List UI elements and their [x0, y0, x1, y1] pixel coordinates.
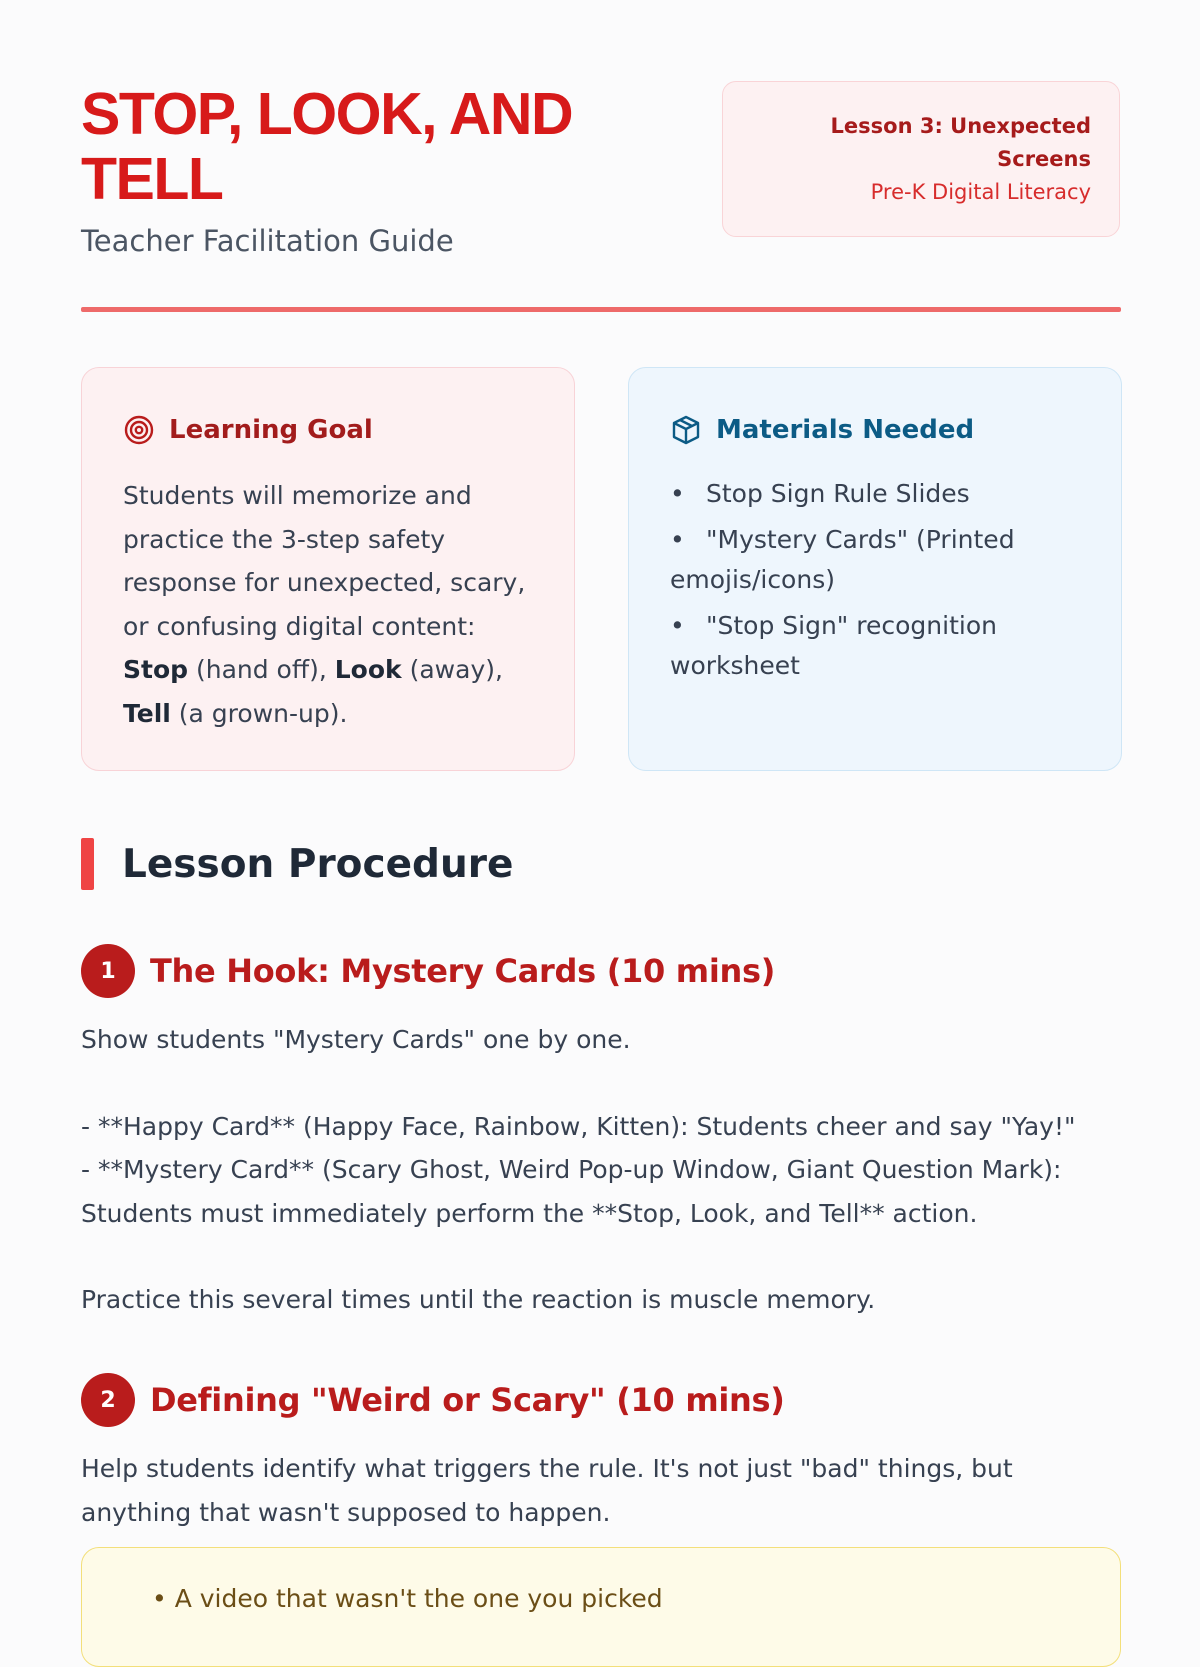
- header-divider: [81, 307, 1121, 312]
- page-subtitle: Teacher Facilitation Guide: [81, 224, 454, 258]
- package-icon: [670, 414, 702, 446]
- callout-text: • A video that wasn't the one you picked: [152, 1584, 663, 1613]
- lesson-title: Lesson 3: Unexpected Screens: [830, 114, 1091, 171]
- step-1-paragraph: Practice this several times until the reaction is muscle memory.: [81, 1285, 876, 1314]
- lesson-subtitle: Pre-K Digital Literacy: [870, 180, 1091, 204]
- step-number-badge: 1: [81, 944, 135, 998]
- step-1-title: The Hook: Mystery Cards (10 mins): [150, 952, 776, 990]
- list-item: • "Stop Sign" recognition worksheet: [670, 611, 997, 680]
- materials-card: [628, 367, 1122, 771]
- lesson-info-badge: [722, 81, 1120, 237]
- step-2-heading: [81, 1373, 785, 1427]
- examples-callout: [81, 1547, 1121, 1667]
- procedure-heading: [81, 838, 513, 890]
- step-1-heading: [81, 944, 775, 998]
- learning-goal-card: [81, 367, 575, 771]
- list-item: • "Mystery Cards" (Printed emojis/icons): [670, 525, 1015, 594]
- step-2-title: Defining "Weird or Scary" (10 mins): [150, 1381, 785, 1419]
- target-icon: [123, 414, 155, 446]
- learning-goal-title: Learning Goal: [169, 415, 373, 445]
- learning-goal-text: Students will memorize and practice the 3-step safety response for unexpected, scary, or confusing digital content: Stop (hand off), Look (away), Tell (a grown-up).: [123, 481, 526, 728]
- page-title: STOP, LOOK, AND TELL: [81, 81, 573, 212]
- step-1-paragraph: - **Mystery Card** (Scary Ghost, Weird Pop-up Window, Giant Question Mark): Students must immediately perform the **Stop, Look, and Tell** action.: [81, 1155, 1062, 1228]
- procedure-title: Lesson Procedure: [122, 841, 514, 887]
- list-item: • Stop Sign Rule Slides: [670, 479, 970, 508]
- section-accent-bar: [81, 838, 94, 890]
- materials-title: Materials Needed: [716, 415, 975, 445]
- step-1-paragraph: - **Happy Card** (Happy Face, Rainbow, Kitten): Students cheer and say "Yay!": [81, 1112, 1076, 1141]
- step-1-paragraph: Show students "Mystery Cards" one by one.: [81, 1025, 631, 1054]
- materials-list: [670, 474, 1081, 686]
- step-number-badge: 2: [81, 1373, 135, 1427]
- step-2-paragraph: Help students identify what triggers the rule. It's not just "bad" things, but anything that wasn't supposed to happen.: [81, 1454, 1013, 1527]
